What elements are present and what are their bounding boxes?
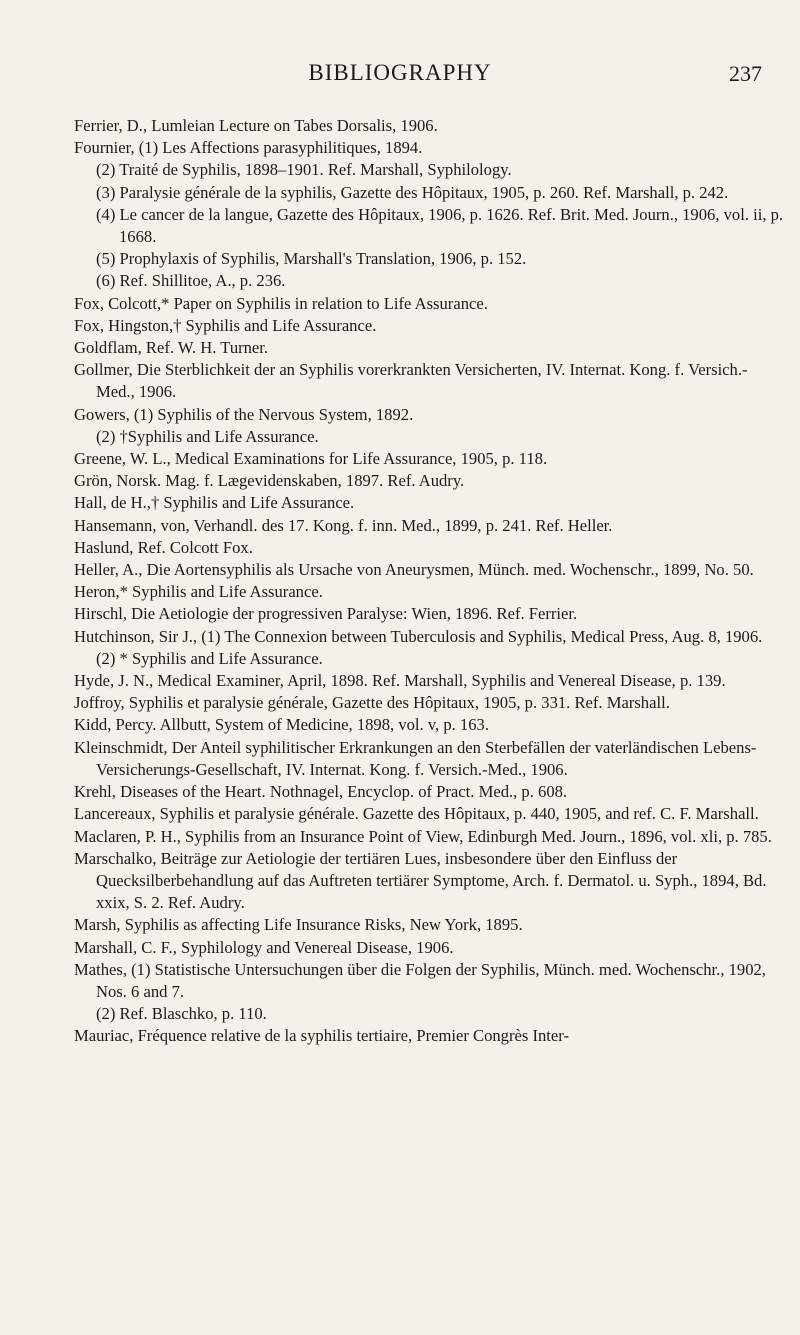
bibliography-entry: Hirschl, Die Aetiologie der progressiven Paralyse: Wien, 1896. Ref. Ferrier. bbox=[74, 604, 578, 624]
bibliography-subentry: (5) Prophylaxis of Syphilis, Marshall's Translation, 1906, p. 152. bbox=[96, 249, 527, 269]
bibliography-entry: Haslund, Ref. Colcott Fox. bbox=[74, 537, 253, 557]
bibliography-subentry: (4) Le cancer de la langue, Gazette des Hôpitaux, 1906, p. 1626. Ref. Brit. Med. Journ., 1906, vol. ii, p. 1668. bbox=[96, 204, 784, 247]
bibliography-subentry: (2) Ref. Blaschko, p. 110. bbox=[96, 1004, 267, 1024]
bibliography-entry: Mauriac, Fréquence relative de la syphilis tertiaire, Premier Congrès Inter- bbox=[74, 1026, 569, 1046]
bibliography-entry: Kidd, Percy. Allbutt, System of Medicine, 1898, vol. v, p. 163. bbox=[74, 715, 489, 735]
bibliography-entry: Gollmer, Die Sterblichkeit der an Syphilis vorerkrankten Versicherten, IV. Internat. Kong. f. Versich.-Med., 1906. bbox=[74, 360, 748, 402]
bibliography-entry: Mathes, (1) Statistische Untersuchungen über die Folgen der Syphilis, Münch. med. Wochenschr., 1902, Nos. 6 and 7. bbox=[74, 959, 766, 1001]
bibliography-entry: Krehl, Diseases of the Heart. Nothnagel, Encyclop. of Pract. Med., p. 608. bbox=[74, 782, 568, 802]
running-head bbox=[0, 60, 800, 90]
bibliography-subentry: (6) Ref. Shillitoe, A., p. 236. bbox=[96, 271, 286, 291]
bibliography-subentry: (2) †Syphilis and Life Assurance. bbox=[96, 426, 319, 446]
bibliography-entry: Goldflam, Ref. W. H. Turner. bbox=[74, 338, 269, 358]
page-title: BIBLIOGRAPHY bbox=[308, 60, 492, 85]
bibliography-entry: Fox, Hingston,† Syphilis and Life Assurance. bbox=[74, 315, 377, 335]
bibliography-entry: Hall, de H.,† Syphilis and Life Assurance. bbox=[74, 493, 355, 513]
bibliography-entry: Greene, W. L., Medical Examinations for Life Assurance, 1905, p. 118. bbox=[74, 449, 548, 469]
bibliography-entry: Hyde, J. N., Medical Examiner, April, 1898. Ref. Marshall, Syphilis and Venereal Disease, p. 139. bbox=[74, 671, 726, 691]
bibliography-subentry: (3) Paralysie générale de la syphilis, Gazette des Hôpitaux, 1905, p. 260. Ref. Marshall, p. 242. bbox=[96, 182, 729, 202]
bibliography-entry: Heller, A., Die Aortensyphilis als Ursache von Aneurysmen, Münch. med. Wochenschr., 1899, No. 50. bbox=[74, 560, 754, 580]
bibliography-entry: Maclaren, P. H., Syphilis from an Insurance Point of View, Edinburgh Med. Journ., 1896, vol. xli, p. 785. bbox=[74, 826, 772, 846]
bibliography-entry: Gowers, (1) Syphilis of the Nervous System, 1892. bbox=[74, 404, 414, 424]
bibliography-entry: Marschalko, Beiträge zur Aetiologie der tertiären Lues, insbesondere über den Einfluss der Quecksilberbehandlung auf das Auftreten tertiärer Symptome, Arch. f. Dermatol. u. Syph., 1894, Bd. xxix, S. 2. Ref. Audry. bbox=[74, 848, 767, 913]
bibliography-entry: Ferrier, D., Lumleian Lecture on Tabes Dorsalis, 1906. bbox=[74, 116, 438, 135]
bibliography-entry: Lancereaux, Syphilis et paralysie générale. Gazette des Hôpitaux, p. 440, 1905, and ref. C. F. Marshall. bbox=[74, 804, 759, 824]
bibliography-entry: Marshall, C. F., Syphilology and Venereal Disease, 1906. bbox=[74, 937, 454, 957]
bibliography-entry: Heron,* Syphilis and Life Assurance. bbox=[74, 582, 323, 602]
bibliography-entry: Hansemann, von, Verhandl. des 17. Kong. f. inn. Med., 1899, p. 241. Ref. Heller. bbox=[74, 515, 613, 535]
bibliography-entry: Kleinschmidt, Der Anteil syphilitischer Erkrankungen an den Sterbefällen der vaterländischen Lebens-Versicherungs-Gesellschaft, IV. Internat. Kong. f. Versich.-Med., 1906. bbox=[74, 737, 757, 779]
bibliography-entry: Marsh, Syphilis as affecting Life Insurance Risks, New York, 1895. bbox=[74, 915, 523, 935]
bibliography-list bbox=[74, 115, 784, 1048]
bibliography-entry: Hutchinson, Sir J., (1) The Connexion between Tuberculosis and Syphilis, Medical Press, Aug. 8, 1906. bbox=[74, 626, 763, 646]
bibliography-entry: Fournier, (1) Les Affections parasyphilitiques, 1894. bbox=[74, 138, 423, 158]
bibliography-entry: Fox, Colcott,* Paper on Syphilis in relation to Life Assurance. bbox=[74, 293, 488, 313]
bibliography-subentry: (2) Traité de Syphilis, 1898–1901. Ref. Marshall, Syphilology. bbox=[96, 160, 512, 180]
page-number: 237 bbox=[729, 61, 762, 86]
bibliography-entry: Joffroy, Syphilis et paralysie générale, Gazette des Hôpitaux, 1905, p. 331. Ref. Marshall. bbox=[74, 693, 670, 713]
bibliography-entry: Grön, Norsk. Mag. f. Lægevidenskaben, 1897. Ref. Audry. bbox=[74, 471, 465, 491]
bibliography-subentry: (2) * Syphilis and Life Assurance. bbox=[96, 648, 323, 668]
